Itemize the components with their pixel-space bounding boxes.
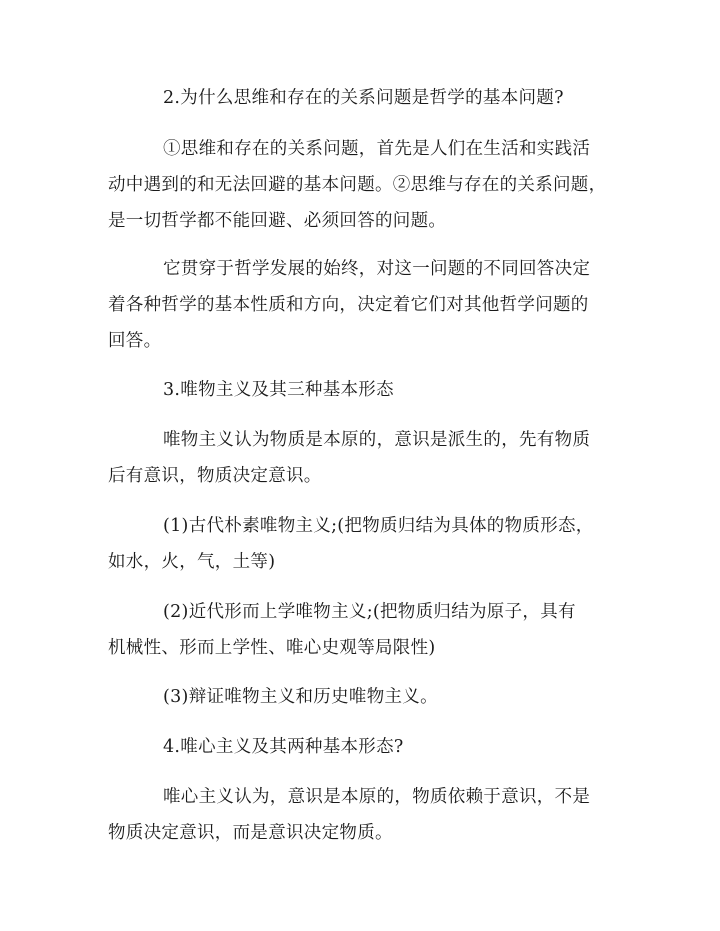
paragraph-line: 后有意识，物质决定意识。	[108, 466, 322, 486]
paragraph-line: 是一切哲学都不能回避、必须回答的问题。	[108, 211, 447, 231]
paragraph-line: (3)辩证唯物主义和历史唯物主义。	[163, 687, 438, 707]
paragraph-line: 如水，火，气，土等)	[108, 552, 276, 572]
paragraph-line: ①思维和存在的关系问题，首先是人们在生活和实践活	[163, 139, 591, 159]
heading-text: 3.唯物主义及其三种基本形态	[163, 380, 394, 400]
question-2-heading	[108, 80, 624, 116]
question-3-form-3-paragraph	[108, 679, 624, 715]
paragraph-line: 唯物主义认为物质是本原的，意识是派生的，先有物质	[163, 430, 591, 450]
paragraph-line: 着各种哲学的基本性质和方向，决定着它们对其他哲学问题的	[108, 295, 589, 315]
paragraph-line: 物质决定意识，而是意识决定物质。	[108, 823, 393, 843]
question-3-form-1-paragraph	[108, 508, 624, 580]
question-2-answer-paragraph-1	[108, 131, 624, 239]
paragraph-line: (2)近代形而上学唯物主义;(把物质归结为原子，具有	[163, 602, 576, 622]
question-2-answer-paragraph-2	[108, 251, 624, 359]
paragraph-line: 动中遇到的和无法回避的基本问题。②思维与存在的关系问题，	[108, 175, 607, 195]
heading-text: 2.为什么思维和存在的关系问题是哲学的基本问题?	[163, 88, 564, 108]
question-4-definition-paragraph	[108, 779, 624, 851]
paragraph-line: 唯心主义认为，意识是本原的，物质依赖于意识，不是	[163, 787, 591, 807]
paragraph-line: 回答。	[108, 331, 162, 351]
paragraph-line: 它贯穿于哲学发展的始终，对这一问题的不同回答决定	[163, 259, 591, 279]
question-3-heading	[108, 372, 624, 408]
question-4-heading	[108, 729, 624, 765]
paragraph-line: (1)古代朴素唯物主义;(把物质归结为具体的物质形态，	[163, 516, 594, 536]
question-3-form-2-paragraph	[108, 594, 624, 666]
heading-text: 4.唯心主义及其两种基本形态?	[163, 737, 404, 757]
paragraph-line: 机械性、形而上学性、唯心史观等局限性)	[108, 638, 436, 658]
question-3-definition-paragraph	[108, 422, 624, 494]
